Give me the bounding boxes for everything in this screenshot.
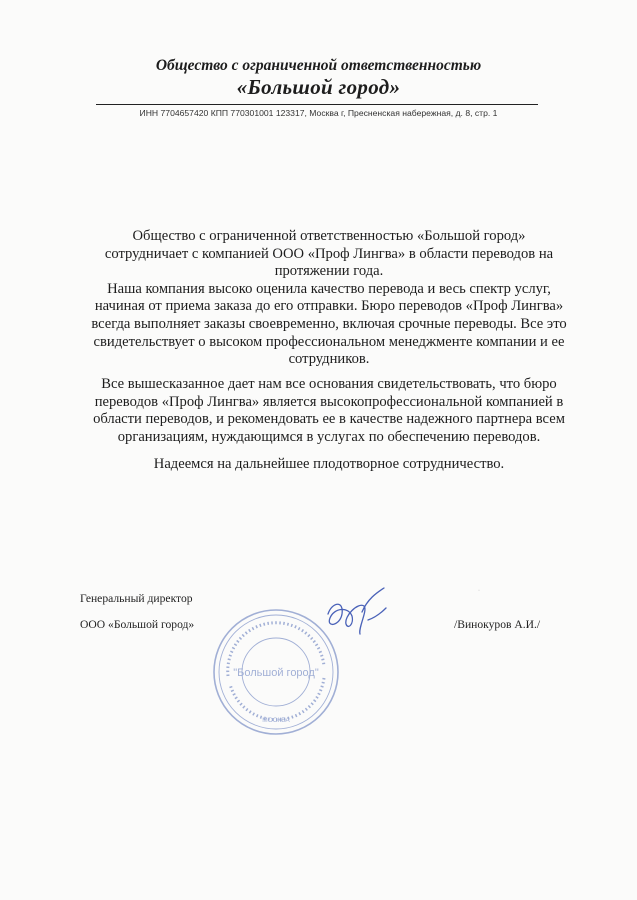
text-line: области переводов, и рекомендовать ее в качестве надежного партнера всем	[93, 411, 565, 428]
letterhead-divider	[96, 104, 538, 105]
signer-company: ООО «Большой город»	[80, 618, 195, 631]
handwritten-signature	[318, 584, 398, 644]
paragraph-closing	[84, 456, 574, 474]
text-line: организациям, нуждающимся в услугах по обеспечению переводов.	[117, 428, 541, 445]
text-line: Общество с ограниченной ответственностью «Большой город»	[132, 228, 526, 244]
stamp-center-text: "Большой город"	[233, 667, 319, 679]
stamp-city-text: МОСКВА	[262, 717, 290, 724]
letterhead-org-type: Общество с ограниченной ответственностью	[155, 57, 482, 74]
paragraph-cooperation	[84, 228, 574, 369]
scan-speck: ·	[478, 588, 480, 594]
text-line: Наша компания высоко оценила качество перевода и весь спектр услуг,	[107, 280, 551, 297]
letterhead-details: ИНН 7704657420 КПП 770301001 123317, Москва г, Пресненская набережная, д. 8, стр. 1	[139, 108, 498, 118]
text-line: сотрудничает с компанией ООО «Проф Лингва» в области переводов на	[104, 245, 554, 262]
signer-name: /Винокуров А.И./	[454, 618, 541, 631]
paragraph-recommendation	[84, 376, 574, 446]
text-line: сотрудников.	[288, 351, 370, 368]
text-line: Надеемся на дальнейшее плодотворное сотрудничество.	[153, 456, 505, 472]
signer-title: Генеральный директор	[80, 592, 193, 605]
text-line: начиная от приема заказа до его отправки. Бюро переводов «Проф Лингва»	[94, 298, 564, 315]
text-line: протяжении года.	[274, 263, 384, 280]
text-line: всегда выполняет заказы своевременно, включая срочные переводы. Все это	[91, 315, 567, 332]
letterhead-org-name: «Большой город»	[236, 75, 401, 99]
text-line: переводов «Проф Лингва» является высокопрофессиональной компанией в	[94, 393, 564, 410]
text-line: Все вышесказанное дает нам все основания свидетельствовать, что бюро	[101, 376, 557, 392]
text-line: свидетельствует о высоком профессиональном менеджменте компании и ее	[93, 333, 565, 350]
